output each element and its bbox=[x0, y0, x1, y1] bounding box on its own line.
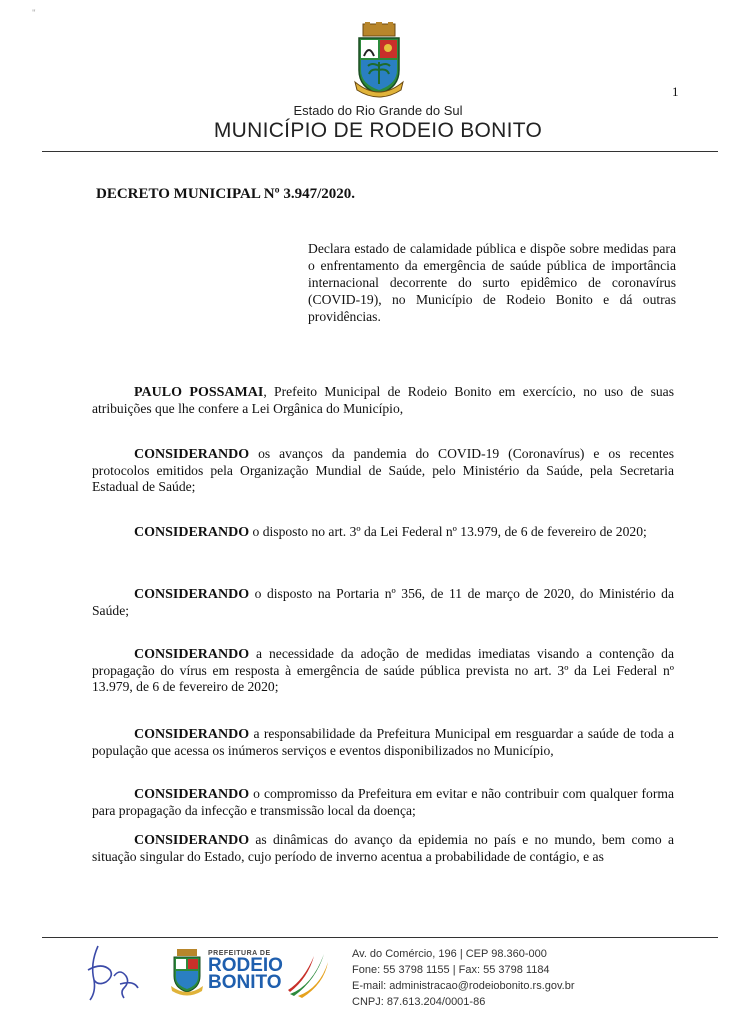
paragraph-lead: CONSIDERANDO bbox=[134, 525, 250, 540]
footer-address: Av. do Comércio, 196 | CEP 98.360-000 bbox=[352, 948, 547, 960]
decree-title: DECRETO MUNICIPAL Nº 3.947/2020. bbox=[96, 186, 355, 202]
paragraph-considerando bbox=[92, 832, 674, 865]
footer-contact bbox=[352, 946, 575, 1010]
footer-cnpj: CNPJ: 87.613.204/0001-86 bbox=[352, 996, 486, 1008]
prefeitura-logo-shield-icon bbox=[170, 948, 204, 996]
footer-phone: Fone: 55 3798 1155 | Fax: 55 3798 1184 bbox=[352, 964, 550, 976]
footer-email: E-mail: administracao@rodeiobonito.rs.gov.br bbox=[352, 980, 575, 992]
paragraph-lead: CONSIDERANDO bbox=[134, 647, 250, 662]
state-name: Estado do Rio Grande do Sul bbox=[293, 103, 463, 118]
paragraph-lead: CONSIDERANDO bbox=[134, 447, 250, 462]
page-number: 1 bbox=[672, 84, 679, 99]
paragraph-lead: CONSIDERANDO bbox=[134, 727, 250, 742]
paragraph-lead: CONSIDERANDO bbox=[134, 587, 250, 602]
logo-line-rodeio: RODEIO bbox=[208, 955, 283, 976]
paragraph-considerando bbox=[92, 646, 674, 695]
paragraph-text: os avanços da pandemia do COVID-19 (Coronavírus) e os recentes protocolos emitidos pela Organização Mundial de Saúde, pelo Ministério da Saúde, pela Secretaria Estadual de Saúde; bbox=[92, 446, 674, 494]
paragraph-considerando bbox=[92, 446, 674, 495]
paragraph-text: , Prefeito Municipal de Rodeio Bonito em exercício, no uso de suas atribuições que lhe confere a Lei Orgânica do Município, bbox=[92, 384, 674, 416]
paragraph-text: a necessidade da adoção de medidas imediatas visando a contenção da propagação do vírus em resposta à emergência de saúde pública prevista no art. 3º da Lei Federal nº 13.979, de 6 de fevereiro de 2020; bbox=[92, 646, 674, 694]
paragraph-text: as dinâmicas do avanço da epidemia no país e no mundo, bem como a situação singular do Estado, cujo período de inverno acentua a probabilidade de contágio, e as bbox=[92, 832, 674, 864]
paragraph-preamble bbox=[92, 384, 674, 417]
paragraph-lead: CONSIDERANDO bbox=[134, 787, 250, 802]
paragraph-text: o disposto no art. 3º da Lei Federal nº 13.979, de 6 de fevereiro de 2020; bbox=[249, 524, 647, 539]
decree-summary: Declara estado de calamidade pública e dispõe sobre medidas para o enfrentamento da emergência de saúde pública de importância internacional decorrente do surto epidêmico de coronavírus (COVID-19), no Município de Rodeio Bonito e dá outras providências. bbox=[308, 241, 676, 324]
prefeitura-logo bbox=[208, 950, 283, 991]
paragraph-lead: PAULO POSSAMAI bbox=[134, 385, 264, 400]
logo-color-swoosh-icon bbox=[286, 950, 330, 998]
scan-mark: " bbox=[32, 8, 36, 18]
handwritten-signature bbox=[80, 940, 150, 1006]
municipal-coat-of-arms bbox=[352, 22, 406, 102]
header-divider bbox=[42, 151, 718, 152]
footer-divider bbox=[42, 937, 718, 938]
paragraph-text: o compromisso da Prefeitura em evitar e não contribuir com qualquer forma para propagação da infecção e transmissão local da doença; bbox=[92, 786, 674, 818]
logo-line-bonito: BONITO bbox=[208, 972, 282, 993]
paragraph-considerando bbox=[92, 524, 674, 541]
paragraph-considerando bbox=[92, 726, 674, 759]
paragraph-text: a responsabilidade da Prefeitura Municipal em resguardar a saúde de toda a população que acessa os inúmeros serviços e eventos disponibilizados no Município, bbox=[92, 726, 674, 758]
paragraph-text: o disposto na Portaria nº 356, de 11 de março de 2020, do Ministério da Saúde; bbox=[92, 586, 674, 618]
logo-line-prefeitura: PREFEITURA DE bbox=[208, 950, 271, 957]
municipality-name: MUNICÍPIO DE RODEIO BONITO bbox=[213, 119, 543, 142]
paragraph-lead: CONSIDERANDO bbox=[134, 833, 250, 848]
paragraph-considerando bbox=[92, 786, 674, 819]
paragraph-considerando bbox=[92, 586, 674, 619]
